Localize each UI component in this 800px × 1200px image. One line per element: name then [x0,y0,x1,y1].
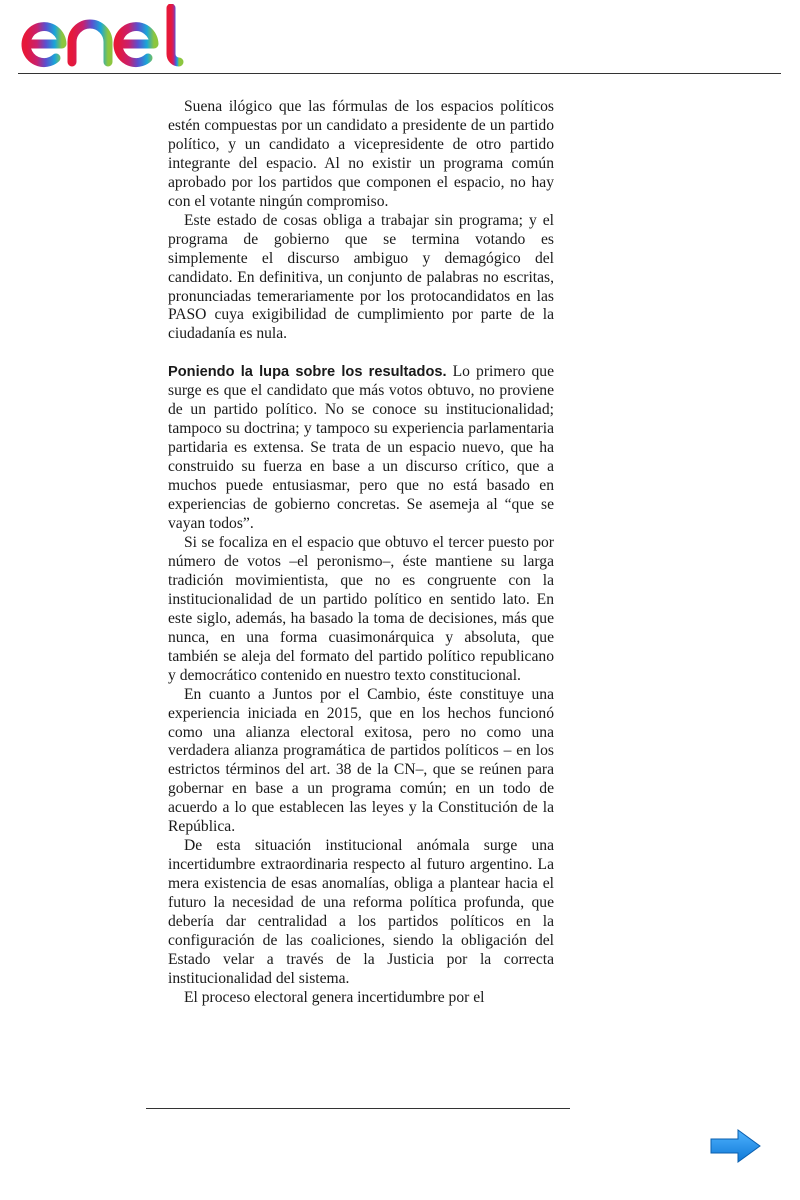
header [0,0,800,76]
section-lead-text: Lo primero que surge es que el candidato que más votos obtuvo, no proviene de un partido político. No se conoce su institucionalidad; tampoco su doctrina; y tampoco su experiencia parlamentaria partidaria es extensa. Se trata de un espacio nuevo, que ha construido su fuerza en base a un discurso crítico, que a muchos puede entusiasmar, pero que no está basado en experiencias de gobierno concretas. Se asemeja al “que se vayan todos”. [168,363,554,533]
footer-divider [146,1108,570,1109]
article-body [168,98,554,1008]
header-divider [18,73,781,74]
enel-logo [16,4,186,68]
right-arrow-icon[interactable] [708,1128,762,1164]
section-lead-paragraph [168,363,554,534]
section-heading: Poniendo la lupa sobre los resultados. [168,364,447,381]
paragraph: Suena ilógico que las fórmulas de los espacios políticos estén compuestas por un candidato a presidente de un partido político, y un candidato a vicepresidente de otro partido integrante del espacio. Al no existir un programa común aprobado por los partidos que componen el espacio, no hay con el votante ningún compromiso. [168,98,554,210]
paragraph: De esta situación institucional anómala surge una incertidumbre extraordinaria respecto al futuro argentino. La mera existencia de esas anomalías, obliga a plantear hacia el futuro la necesidad de una reforma política profunda, que debería dar centralidad a los partidos políticos en la configuración de las coaliciones, siendo la obligación del Estado velar a través de la Justicia por la correcta institucionalidad del sistema. [168,837,554,987]
paragraph: Este estado de cosas obliga a trabajar sin programa; y el programa de gobierno que se termina votando es simplemente el discurso ambiguo y demagógico del candidato. En definitiva, un conjunto de palabras no escritas, pronunciadas temerariamente por los protocandidatos en las PASO cuya exigibilidad de cumplimiento por parte de la ciudadanía es nula. [168,211,554,343]
paragraph: El proceso electoral genera incertidumbre por el [184,988,485,1006]
paragraph: En cuanto a Juntos por el Cambio, éste constituye una experiencia iniciada en 2015, que en los hechos funcionó como una alianza electoral exitosa, pero no como una verdadera alianza programática de partidos políticos – en los estrictos términos del art. 38 de la CN–, que se reúnen para gobernar en base a un programa común; en un todo de acuerdo a lo que establecen las leyes y la Constitución de la República. [168,685,554,836]
paragraph: Si se focaliza en el espacio que obtuvo el tercer puesto por número de votos –el peronismo–, éste mantiene su larga tradición movimientista, que no es congruente con la institucionalidad de un partido político en sentido lato. En este siglo, además, ha basado la toma de decisiones, más que nunca, en una forma cuasimonárquica y absoluta, que también se aleja del formato del partido político republicano y democrático contenido en nuestro texto constitucional. [168,533,554,684]
